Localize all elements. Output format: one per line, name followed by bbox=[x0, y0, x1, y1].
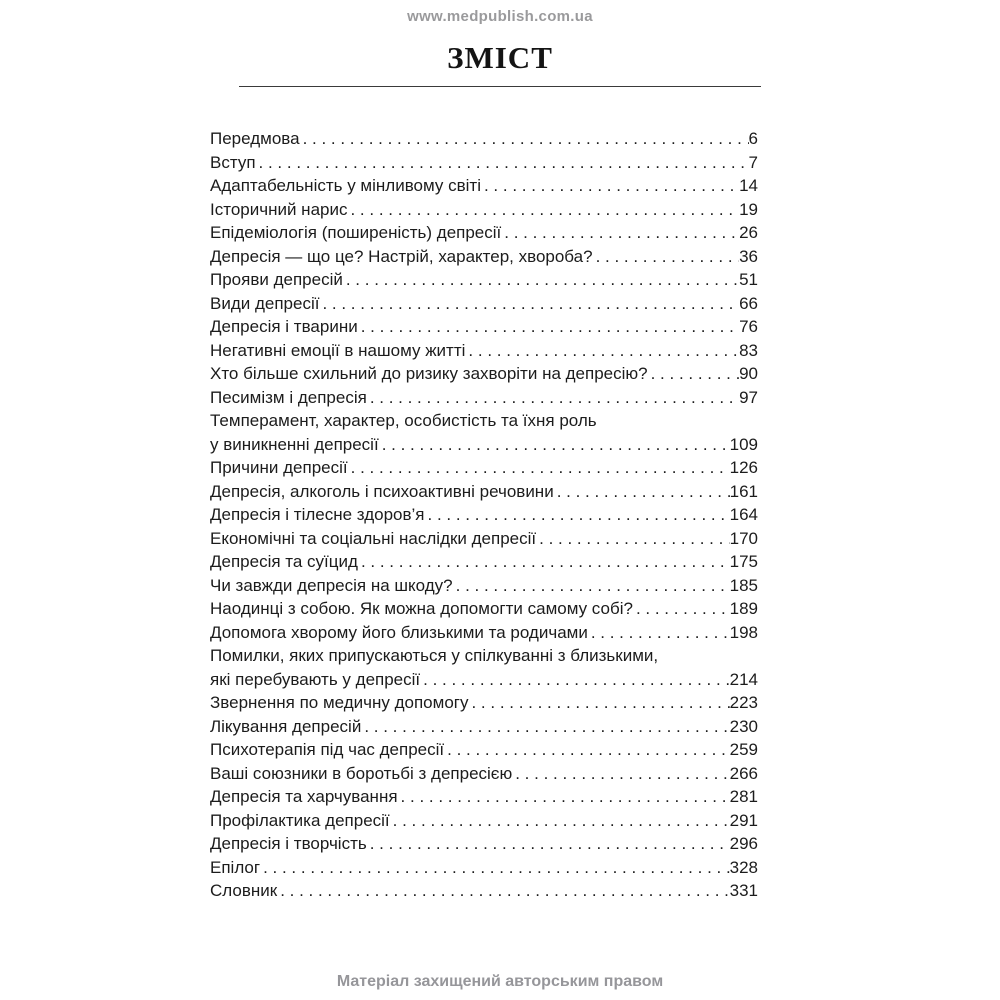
toc-entry-title: Темперамент, характер, особистість та їхня роль bbox=[210, 411, 597, 430]
toc-entry-title: Негативні емоції в нашому житті bbox=[210, 340, 466, 360]
dot-leader bbox=[367, 832, 730, 856]
dot-leader bbox=[536, 527, 729, 551]
toc-entry bbox=[210, 503, 758, 527]
toc-entry bbox=[210, 574, 758, 598]
toc-entry-line bbox=[210, 762, 758, 786]
toc-entry-line bbox=[210, 527, 758, 551]
toc-page-number: 296 bbox=[729, 834, 758, 853]
toc-entry-line bbox=[210, 386, 758, 410]
dot-leader bbox=[468, 691, 729, 715]
toc-entry-title: Депресія, алкоголь і психоактивні речовини bbox=[210, 481, 554, 501]
dot-leader bbox=[501, 221, 739, 245]
toc-entry-title: які перебувають у депресії bbox=[210, 669, 421, 689]
toc-entry bbox=[210, 245, 758, 269]
toc-entry bbox=[210, 621, 758, 645]
toc-page-number: 26 bbox=[739, 223, 758, 242]
dot-leader bbox=[358, 315, 739, 339]
dot-leader bbox=[347, 198, 739, 222]
toc-entry-line bbox=[210, 715, 758, 739]
toc-entry-title: у виникненні депресії bbox=[210, 434, 379, 454]
toc-entry bbox=[210, 292, 758, 316]
toc-entry bbox=[210, 362, 758, 386]
toc-page-number: 189 bbox=[729, 599, 758, 618]
toc-entry-line bbox=[210, 174, 758, 198]
toc-entry bbox=[210, 198, 758, 222]
toc-page-number: 36 bbox=[739, 246, 758, 266]
toc-entry bbox=[210, 879, 758, 903]
dot-leader bbox=[588, 621, 730, 645]
toc-entry bbox=[210, 644, 758, 691]
toc-page-number: 126 bbox=[729, 458, 758, 477]
toc-entry-line bbox=[210, 597, 758, 621]
toc-page-number: 214 bbox=[729, 669, 758, 689]
dot-leader bbox=[319, 292, 739, 316]
toc-entry-title: Песимізм і депресія bbox=[210, 387, 367, 407]
toc-entry-title: Епідеміологія (поширеність) депресії bbox=[210, 223, 502, 242]
toc-entry bbox=[210, 832, 758, 856]
toc-entry-title: Причини депресії bbox=[210, 458, 348, 477]
dot-leader bbox=[512, 762, 729, 786]
toc-entry-line bbox=[210, 856, 758, 880]
toc-page-number: 170 bbox=[729, 528, 758, 548]
dot-leader bbox=[633, 597, 730, 621]
toc-entry bbox=[210, 127, 758, 151]
toc-entry-title: Епілог bbox=[210, 857, 261, 877]
toc-entry-title: Вступ bbox=[210, 152, 256, 172]
site-url: www.medpublish.com.ua bbox=[407, 8, 593, 25]
title-divider bbox=[239, 86, 761, 87]
toc-page-number: 230 bbox=[729, 716, 758, 736]
toc-entry bbox=[210, 151, 758, 175]
toc-page-number: 291 bbox=[729, 810, 758, 830]
toc-entry-title: Словник bbox=[210, 881, 278, 900]
copyright-notice: Матеріал захищений авторським правом bbox=[336, 973, 664, 990]
toc-entry-line bbox=[210, 339, 758, 363]
toc-page-number: 6 bbox=[748, 129, 758, 148]
page-title: ЗМІСТ bbox=[447, 40, 553, 75]
toc-entry-line bbox=[210, 668, 758, 692]
toc-entry-title: Депресія і творчість bbox=[210, 834, 367, 853]
dot-leader bbox=[481, 174, 739, 198]
toc-entry-title: Історичний нарис bbox=[210, 199, 348, 219]
toc-entry-title: Передмова bbox=[210, 129, 300, 148]
dot-leader bbox=[648, 362, 739, 386]
dot-leader bbox=[398, 785, 730, 809]
toc-entry-line bbox=[210, 503, 758, 527]
toc-entry bbox=[210, 856, 758, 880]
toc-entry-line bbox=[210, 127, 758, 151]
toc-entry bbox=[210, 762, 758, 786]
toc-entry-line bbox=[210, 691, 758, 715]
toc-entry-line bbox=[210, 245, 758, 269]
toc-entry-title: Депресія — що це? Настрій, характер, хвороба? bbox=[210, 246, 593, 266]
dot-leader bbox=[256, 151, 749, 175]
toc-entry-title: Депресія і тварини bbox=[210, 317, 358, 336]
toc-page-number: 266 bbox=[729, 763, 758, 783]
dot-leader bbox=[390, 809, 730, 833]
toc-entry-line bbox=[210, 738, 758, 762]
toc-entry-line bbox=[210, 198, 758, 222]
dot-leader bbox=[593, 245, 740, 269]
toc-entry-title: Звернення по медичну допомогу bbox=[210, 693, 469, 712]
toc-entry-title: Лікування депресій bbox=[210, 716, 362, 736]
toc-entry bbox=[210, 409, 758, 456]
toc-entry-line bbox=[210, 362, 758, 386]
toc-entry-line bbox=[210, 315, 758, 339]
toc-entry bbox=[210, 268, 758, 292]
toc-entry-line bbox=[210, 480, 758, 504]
toc-page-number: 66 bbox=[739, 293, 758, 313]
toc-entry bbox=[210, 221, 758, 245]
toc-entry-title: Депресія та харчування bbox=[210, 787, 398, 806]
toc-page-number: 185 bbox=[729, 575, 758, 595]
toc-page-number: 198 bbox=[729, 622, 758, 642]
dot-leader bbox=[554, 480, 730, 504]
toc-entry bbox=[210, 785, 758, 809]
toc-page-number: 164 bbox=[729, 505, 758, 524]
toc-page-number: 76 bbox=[739, 317, 758, 336]
toc-entry bbox=[210, 174, 758, 198]
toc-page-number: 7 bbox=[748, 152, 758, 172]
toc-entry-title: Психотерапія під час депресії bbox=[210, 740, 445, 759]
dot-leader bbox=[444, 738, 730, 762]
toc-entry-title: Хто більше схильний до ризику захворіти на депресію? bbox=[210, 364, 648, 383]
toc-entry-title: Ваші союзники в боротьбі з депресією bbox=[210, 763, 513, 783]
dot-leader bbox=[379, 433, 730, 457]
toc-entry bbox=[210, 315, 758, 339]
dot-leader bbox=[343, 268, 739, 292]
toc-page-number: 109 bbox=[729, 434, 758, 454]
toc-page-number: 175 bbox=[729, 552, 758, 571]
toc-entry-line bbox=[210, 574, 758, 598]
dot-leader bbox=[260, 856, 730, 880]
toc-entry bbox=[210, 456, 758, 480]
dot-leader bbox=[367, 386, 739, 410]
dot-leader bbox=[277, 879, 729, 903]
toc-page-number: 328 bbox=[729, 857, 758, 877]
toc-entry-title: Профілактика депресії bbox=[210, 810, 390, 830]
toc-entry-line bbox=[210, 433, 758, 457]
toc-entry-title: Види депресії bbox=[210, 293, 320, 313]
toc-entry-line bbox=[210, 809, 758, 833]
toc-entry bbox=[210, 738, 758, 762]
toc-entry-title: Помилки, яких припускаються у спілкуванні з близькими, bbox=[210, 646, 659, 665]
toc-page-number: 90 bbox=[739, 364, 758, 383]
toc-entry bbox=[210, 386, 758, 410]
toc-page-number: 161 bbox=[729, 481, 758, 501]
toc-entry bbox=[210, 597, 758, 621]
dot-leader bbox=[420, 668, 729, 692]
table-of-contents bbox=[210, 127, 758, 903]
toc-entry-title: Депресія та суїцид bbox=[210, 552, 358, 571]
toc-entry-title: Економічні та соціальні наслідки депресії bbox=[210, 528, 537, 548]
toc-entry bbox=[210, 339, 758, 363]
toc-entry-line bbox=[210, 879, 758, 903]
dot-leader bbox=[361, 715, 729, 739]
toc-entry-line bbox=[210, 550, 758, 574]
toc-entry-title: Адаптабельність у мінливому світі bbox=[210, 176, 481, 195]
dot-leader bbox=[358, 550, 730, 574]
toc-entry-line bbox=[210, 456, 758, 480]
toc-entry-line bbox=[210, 621, 758, 645]
toc-page-number: 14 bbox=[739, 176, 758, 195]
dot-leader bbox=[300, 127, 749, 151]
toc-entry bbox=[210, 480, 758, 504]
toc-page-number: 97 bbox=[739, 387, 758, 407]
toc-entry-line bbox=[210, 268, 758, 292]
toc-page-number: 259 bbox=[729, 740, 758, 759]
dot-leader bbox=[465, 339, 739, 363]
toc-page-number: 51 bbox=[739, 270, 758, 289]
toc-page-number: 223 bbox=[729, 693, 758, 712]
toc-entry-title: Чи завжди депресія на шкоду? bbox=[210, 575, 453, 595]
toc-entry-title: Наодинці з собою. Як можна допомогти самому собі? bbox=[210, 599, 633, 618]
toc-entry bbox=[210, 809, 758, 833]
toc-page-number: 83 bbox=[739, 340, 758, 360]
toc-entry bbox=[210, 691, 758, 715]
toc-entry bbox=[210, 715, 758, 739]
dot-leader bbox=[453, 574, 730, 598]
toc-entry-line bbox=[210, 221, 758, 245]
toc-entry bbox=[210, 550, 758, 574]
toc-page-number: 281 bbox=[729, 787, 758, 806]
toc-entry-title: Депресія і тілесне здоров’я bbox=[210, 505, 425, 524]
toc-entry-line bbox=[210, 151, 758, 175]
toc-entry-title: Допомога хворому його близькими та родичами bbox=[210, 622, 588, 642]
toc-page-number: 331 bbox=[729, 881, 758, 900]
toc-entry bbox=[210, 527, 758, 551]
dot-leader bbox=[425, 503, 730, 527]
toc-entry-line bbox=[210, 832, 758, 856]
toc-entry-line bbox=[210, 785, 758, 809]
toc-entry-line bbox=[210, 292, 758, 316]
dot-leader bbox=[348, 456, 730, 480]
toc-page-number: 19 bbox=[739, 199, 758, 219]
toc-entry-title: Прояви депресій bbox=[210, 270, 343, 289]
